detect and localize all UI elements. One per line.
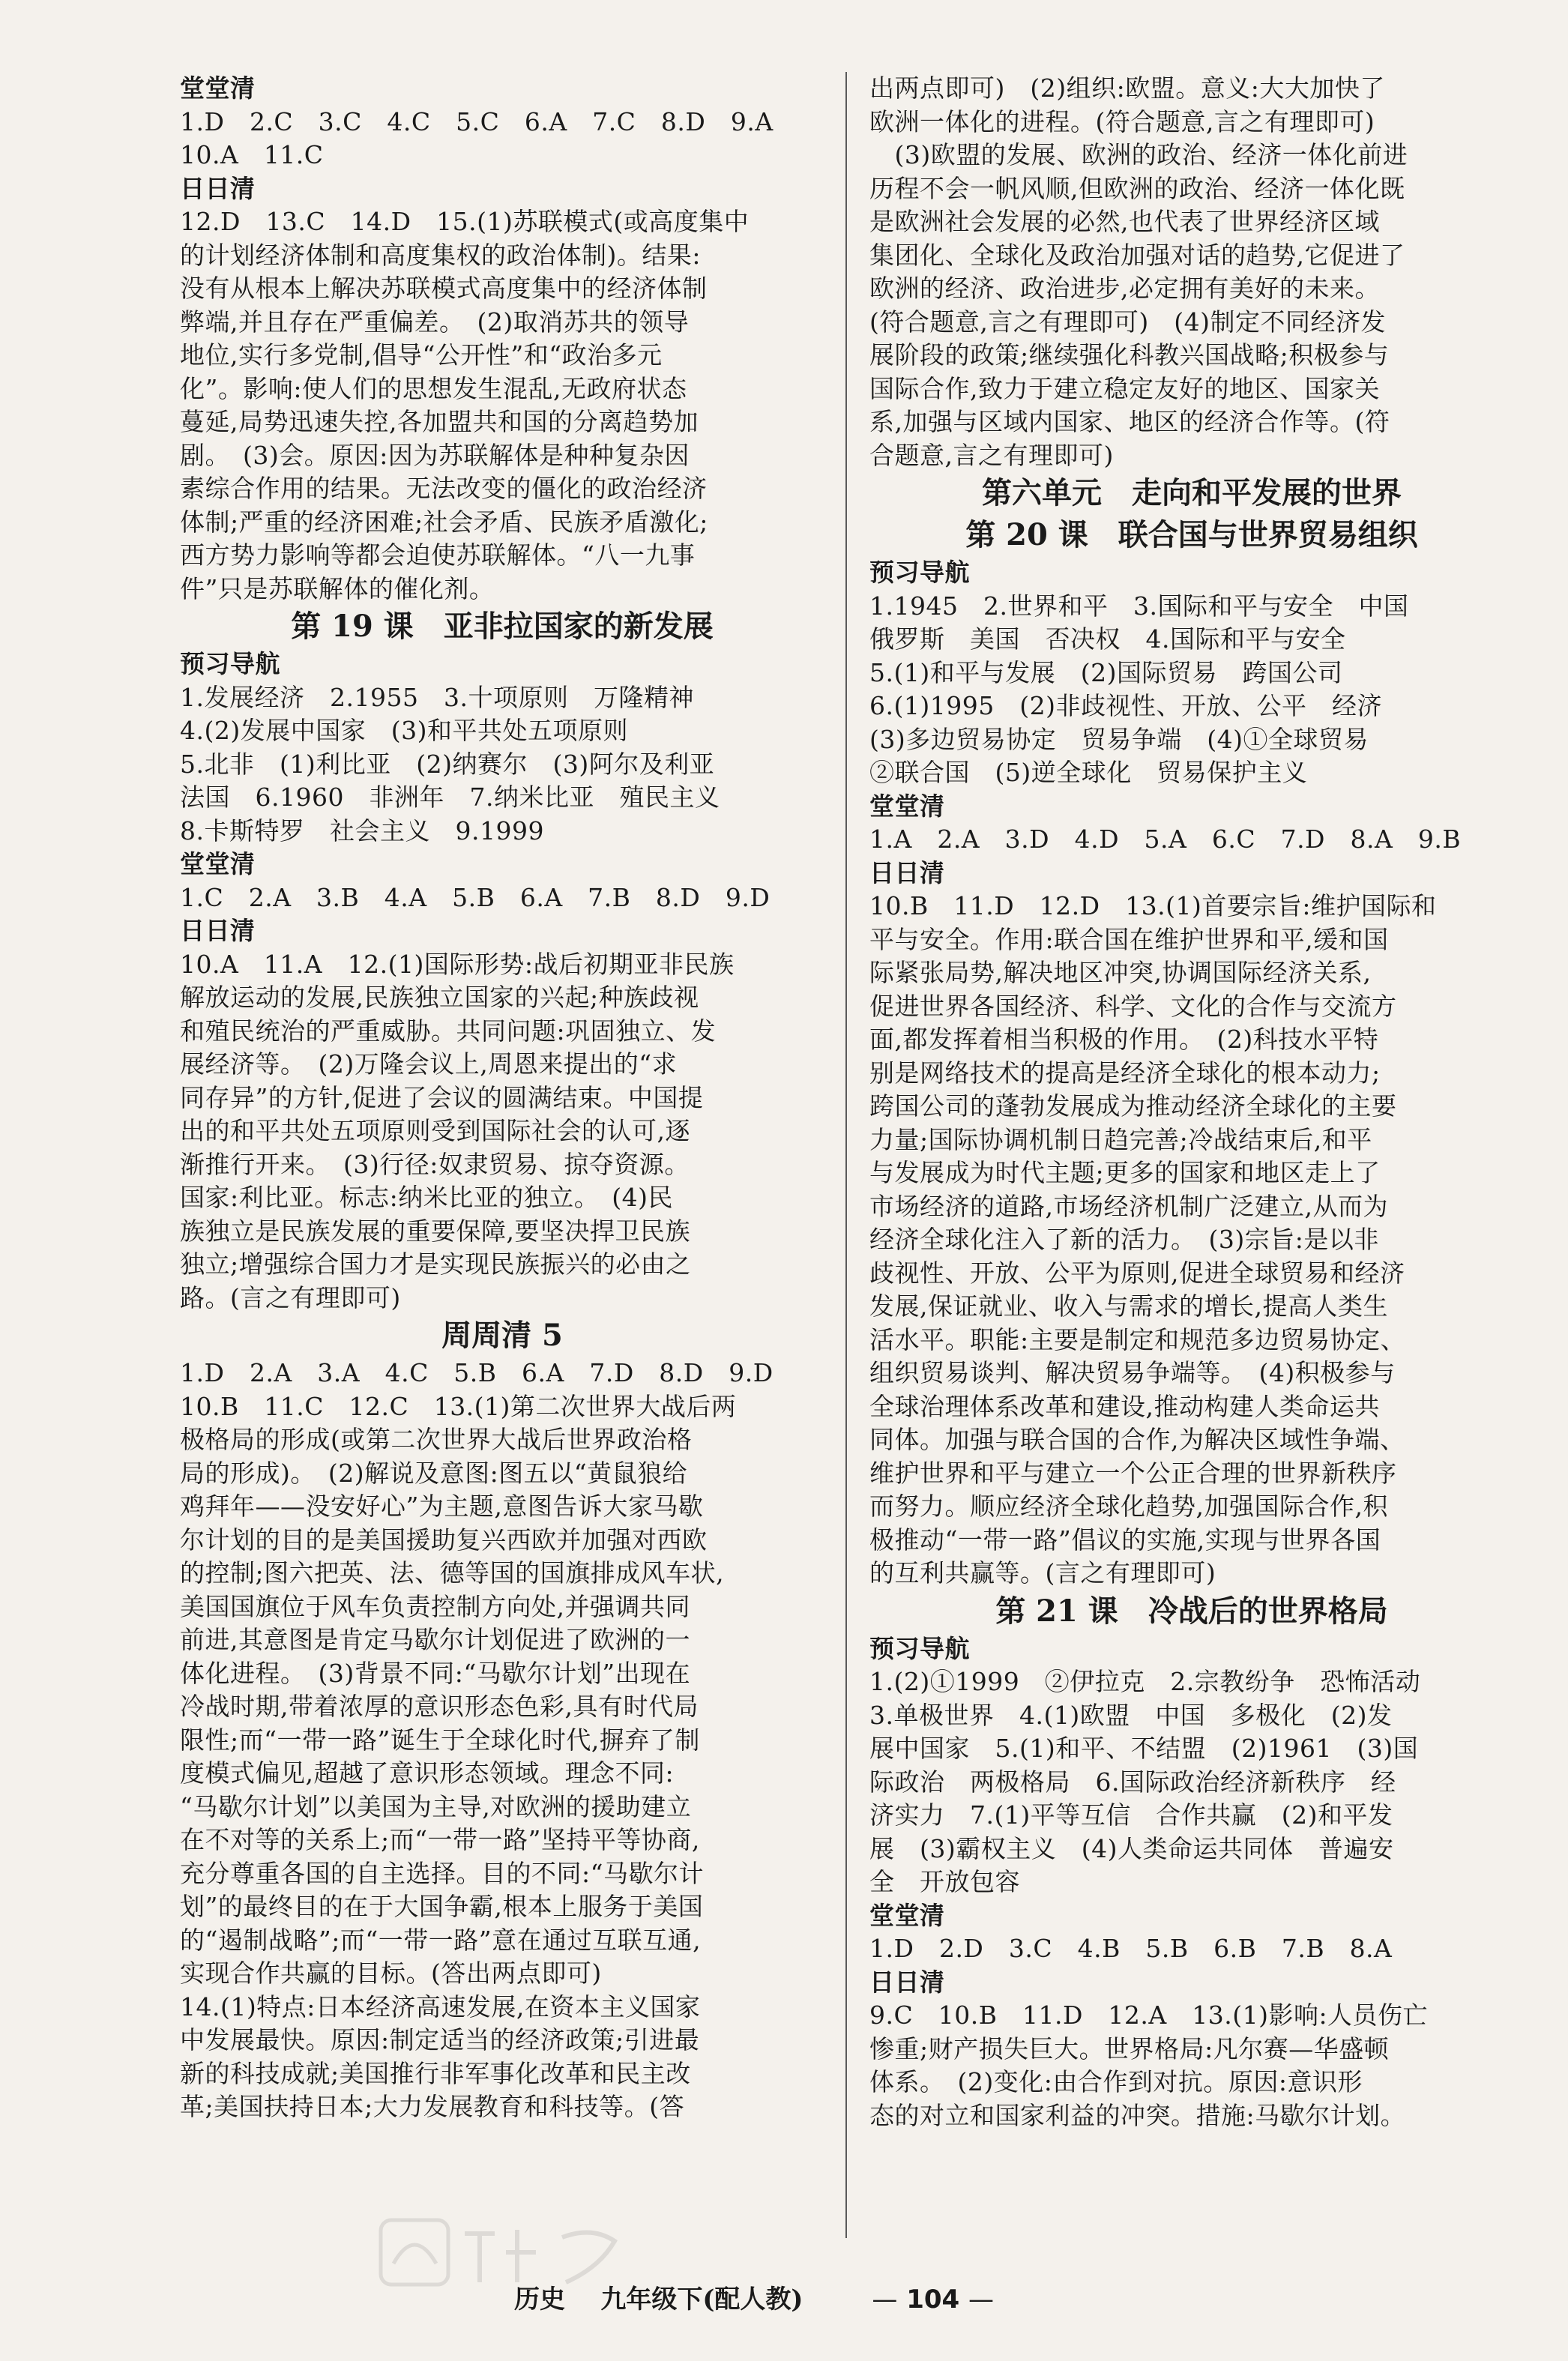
answer-line: 独立;增强综合国力才是实现民族振兴的必由之 — [180, 1249, 691, 1279]
answer-line: 展中国家 5.(1)和平、不结盟 (2)1961 (3)国 — [869, 1734, 1419, 1763]
subsection-label: 日日清 — [180, 916, 256, 945]
answer-line: 法国 6.1960 非洲年 7.纳米比亚 殖民主义 — [180, 783, 720, 812]
answer-line: 实现合作共赢的目标。(答出两点即可) — [180, 1959, 602, 1988]
answer-line: 体化进程。 (3)背景不同:“马歇尔计划”出现在 — [180, 1658, 691, 1688]
answer-line: 际紧张局势,解决地区冲突,协调国际经济关系, — [869, 958, 1372, 987]
page-footer — [0, 2279, 1568, 2315]
answer-line: 1.(2)①1999 ②伊拉克 2.宗教纷争 恐怖活动 — [869, 1667, 1421, 1696]
answer-line: 极推动“一带一路”倡议的实施,实现与世界各国 — [869, 1525, 1381, 1555]
answer-line: 1.发展经济 2.1955 3.十项原则 万隆精神 — [180, 682, 694, 712]
subsection-label: 日日清 — [869, 857, 945, 887]
answer-line: 济实力 7.(1)平等互信 合作共赢 (2)和平发 — [869, 1800, 1393, 1830]
right-column — [869, 72, 1514, 2132]
answer-line: 度模式偏见,超越了意识形态领域。理念不同: — [180, 1758, 675, 1788]
answer-line: 1.A 2.A 3.D 4.D 5.A 6.C 7.D 8.A 9.B — [869, 824, 1462, 854]
answer-line: 在不对等的关系上;而“一带一路”坚持平等协商, — [180, 1825, 700, 1854]
answer-line: 组织贸易谈判、解决贸易争端等。 (4)积极参与 — [869, 1358, 1396, 1387]
answer-line: 地位,实行多党制,倡导“公开性”和“政治多元 — [180, 340, 663, 370]
footer-dash-right: — — [968, 2285, 995, 2315]
subsection-label: 预习导航 — [869, 1633, 970, 1663]
answer-line: 革;美国扶持日本;大力发展教育和科技等。(答 — [180, 2092, 685, 2121]
answer-line: 全 开放包容 — [869, 1867, 1020, 1896]
answer-line: 尔计划的目的是美国援助复兴西欧并加强对西欧 — [180, 1525, 708, 1555]
answer-line: 与发展成为时代主题;更多的国家和地区走上了 — [869, 1158, 1381, 1187]
answer-line: 14.(1)特点:日本经济高速发展,在资本主义国家 — [180, 1991, 701, 2021]
answer-line: 8.卡斯特罗 社会主义 9.1999 — [180, 815, 544, 845]
answer-line: 10.B 11.C 12.C 13.(1)第二次世界大战后两 — [180, 1391, 737, 1421]
answer-line: 的互利共赢等。(言之有理即可) — [869, 1558, 1216, 1587]
column-divider — [845, 72, 847, 2238]
answer-line: 国际合作,致力于建立稳定友好的地区、国家关 — [869, 373, 1380, 403]
answer-line: 蔓延,局势迅速失控,各加盟共和国的分离趋势加 — [180, 407, 699, 436]
answer-line: 充分尊重各国的自主选择。目的不同:“马歇尔计 — [180, 1858, 704, 1888]
footer-subject: 历史 — [513, 2285, 565, 2315]
left-column — [180, 72, 824, 2124]
answer-line: 俄罗斯 美国 否决权 4.国际和平与安全 — [869, 624, 1346, 654]
subsection-label: 堂堂清 — [869, 1900, 945, 1930]
answer-line: 路。(言之有理即可) — [180, 1282, 401, 1312]
answer-line: 12.D 13.C 14.D 15.(1)苏联模式(或高度集中 — [180, 207, 750, 236]
answer-line: 和殖民统治的严重威胁。共同问题:巩固独立、发 — [180, 1016, 717, 1046]
answer-line: 平与安全。作用:联合国在维护世界和平,缓和国 — [869, 924, 1389, 954]
answer-line: 发展,保证就业、收入与需求的增长,提高人类生 — [869, 1291, 1388, 1321]
answer-line: “马歇尔计划”以美国为主导,对欧洲的援助建立 — [180, 1791, 692, 1821]
answer-line: 别是网络技术的提高是经济全球化的根本动力; — [869, 1058, 1381, 1088]
answer-line: (3)欧盟的发展、欧洲的政治、经济一体化前进 — [869, 140, 1408, 169]
answer-line: 活水平。职能:主要是制定和规范多边贸易协定、 — [869, 1324, 1406, 1354]
answer-line: ②联合国 (5)逆全球化 贸易保护主义 — [869, 758, 1308, 787]
answer-line: 1.1945 2.世界和平 3.国际和平与安全 中国 — [869, 591, 1409, 621]
answer-line: 促进世界各国经济、科学、文化的合作与交流方 — [869, 991, 1397, 1021]
answer-line: 划”的最终目的在于大国争霸,根本上服务于美国 — [180, 1892, 704, 1921]
answer-line: 冷战时期,带着浓厚的意识形态色彩,具有时代局 — [180, 1692, 699, 1721]
answer-line: 1.D 2.D 3.C 4.B 5.B 6.B 7.B 8.A — [869, 1934, 1393, 1963]
section-heading: 第 20 课 联合国与世界贸易组织 — [965, 517, 1418, 552]
answer-line: 解放运动的发展,民族独立国家的兴起;种族歧视 — [180, 983, 699, 1012]
answer-line: (3)多边贸易协定 贸易争端 (4)①全球贸易 — [869, 724, 1369, 754]
answer-line: 5.北非 (1)利比亚 (2)纳赛尔 (3)阿尔及利亚 — [180, 749, 715, 779]
answer-line: 跨国公司的蓬勃发展成为推动经济全球化的主要 — [869, 1091, 1397, 1121]
answer-line: 欧洲一体化的进程。(符合题意,言之有理即可) — [869, 106, 1375, 136]
answer-line: 1.C 2.A 3.B 4.A 5.B 6.A 7.B 8.D 9.D — [180, 882, 771, 912]
answer-line: (符合题意,言之有理即可) (4)制定不同经济发 — [869, 307, 1386, 337]
answer-line: 局的形成)。 (2)解说及意图:图五以“黄鼠狼给 — [180, 1458, 688, 1488]
section-heading: 第 21 课 冷战后的世界格局 — [995, 1593, 1388, 1629]
answer-line: 9.C 10.B 11.D 12.A 13.(1)影响:人员伤亡 — [869, 2000, 1429, 2030]
answer-line: 西方势力影响等都会迫使苏联解体。“八一九事 — [180, 540, 696, 570]
answer-line: 维护世界和平与建立一个公正合理的世界新秩序 — [869, 1458, 1397, 1488]
answer-line: 经济全球化注入了新的活力。 (3)宗旨:是以非 — [869, 1225, 1379, 1254]
answer-line: 1.D 2.A 3.A 4.C 5.B 6.A 7.D 8.D 9.D — [180, 1358, 774, 1387]
subsection-label: 预习导航 — [180, 649, 280, 678]
answer-line: 合题意,言之有理即可) — [869, 440, 1114, 470]
answer-line: 展 (3)霸权主义 (4)人类命运共同体 普遍安 — [869, 1833, 1394, 1863]
footer-grade: 九年级下(配人教) — [600, 2285, 803, 2315]
answer-line: 出的和平共处五项原则受到国际社会的认可,逐 — [180, 1116, 690, 1145]
answer-line: 展阶段的政策;继续强化科教兴国战略;积极参与 — [869, 340, 1390, 370]
subsection-label: 堂堂清 — [180, 73, 256, 103]
answer-line: 剧。 (3)会。原因:因为苏联解体是种种复杂因 — [180, 440, 690, 470]
subsection-label: 堂堂清 — [869, 791, 945, 821]
answer-line: 6.(1)1995 (2)非歧视性、开放、公平 经济 — [869, 691, 1382, 720]
answer-line: 而努力。顺应经济全球化趋势,加强国际合作,积 — [869, 1492, 1388, 1521]
answer-line: 全球治理体系改革和建设,推动构建人类命运共 — [869, 1391, 1380, 1421]
subsection-label: 日日清 — [180, 173, 256, 203]
answer-line: 新的科技成就;美国推行非军事化改革和民主改 — [180, 2058, 691, 2088]
footer-dash-left: — — [872, 2285, 898, 2315]
subsection-label: 预习导航 — [869, 558, 970, 587]
section-heading: 第六单元 走向和平发展的世界 — [982, 475, 1402, 510]
answer-line: 的计划经济体制和高度集权的政治体制)。结果: — [180, 240, 701, 270]
answer-line: 出两点即可) (2)组织:欧盟。意义:大大加快了 — [869, 73, 1385, 103]
section-heading: 周周清 5 — [441, 1318, 563, 1353]
answer-line: 弊端,并且存在严重偏差。 (2)取消苏共的领导 — [180, 307, 690, 337]
answer-line: 中发展最快。原因:制定适当的经济政策;引进最 — [180, 2025, 700, 2054]
answer-line: 际政治 两极格局 6.国际政治经济新秩序 经 — [869, 1767, 1396, 1797]
answer-line: 10.A 11.A 12.(1)国际形势:战后初期亚非民族 — [180, 949, 735, 979]
answer-line: 历程不会一帆风顺,但欧洲的政治、经济一体化既 — [869, 173, 1405, 203]
subsection-label: 日日清 — [869, 1967, 945, 1997]
page-number: 104 — [906, 2285, 960, 2315]
answer-line: 10.A 11.C — [180, 140, 324, 169]
answer-line: 没有从根本上解决苏联模式高度集中的经济体制 — [180, 274, 708, 303]
answer-line: 态的对立和国家利益的冲突。措施:马歇尔计划。 — [869, 2100, 1406, 2130]
answer-line: 市场经济的道路,市场经济机制广泛建立,从而为 — [869, 1191, 1388, 1221]
answer-line: 惨重;财产损失巨大。世界格局:凡尔赛—华盛顿 — [869, 2033, 1390, 2063]
answer-line: 化”。影响:使人们的思想发生混乱,无政府状态 — [180, 373, 687, 403]
answer-line: 歧视性、开放、公平为原则,促进全球贸易和经济 — [869, 1258, 1405, 1288]
answer-line: 国家:利比亚。标志:纳米比亚的独立。 (4)民 — [180, 1183, 673, 1212]
answer-line: 前进,其意图是肯定马歇尔计划促进了欧洲的一 — [180, 1625, 690, 1654]
answer-line: 3.单极世界 4.(1)欧盟 中国 多极化 (2)发 — [869, 1700, 1393, 1730]
answer-line: 的“遏制战略”;而“一带一路”意在通过互联互通, — [180, 1925, 702, 1955]
answer-line: 族独立是民族发展的重要保障,要坚决捍卫民族 — [180, 1216, 690, 1246]
answer-line: 10.B 11.D 12.D 13.(1)首要宗旨:维护国际和 — [869, 891, 1437, 920]
subsection-label: 堂堂清 — [180, 849, 256, 878]
answer-line: 体制;严重的经济困难;社会矛盾、民族矛盾激化; — [180, 507, 708, 537]
section-heading: 第 19 课 亚非拉国家的新发展 — [291, 609, 714, 644]
answer-line: 力量;国际协调机制日趋完善;冷战结束后,和平 — [869, 1124, 1372, 1154]
answer-line: 体系。 (2)变化:由合作到对抗。原因:意识形 — [869, 2067, 1363, 2096]
answer-line: 鸡拜年——没安好心”为主题,意图告诉大家马歇 — [180, 1492, 704, 1521]
answer-line: 的控制;图六把英、法、德等国的国旗排成风车状, — [180, 1558, 725, 1587]
answer-line: 限性;而“一带一路”诞生于全球化时代,摒弃了制 — [180, 1725, 700, 1755]
answer-line: 5.(1)和平与发展 (2)国际贸易 跨国公司 — [869, 657, 1343, 687]
answer-line: 渐推行开来。 (3)行径:奴隶贸易、掠夺资源。 — [180, 1149, 690, 1179]
answer-line: 4.(2)发展中国家 (3)和平共处五项原则 — [180, 716, 628, 745]
answer-line: 素综合作用的结果。无法改变的僵化的政治经济 — [180, 474, 708, 503]
answer-line: 极格局的形成(或第二次世界大战后世界政治格 — [180, 1425, 693, 1454]
answer-line: 面,都发挥着相当积极的作用。 (2)科技水平特 — [869, 1025, 1379, 1054]
answer-line: 件”只是苏联解体的催化剂。 — [180, 573, 495, 603]
answer-line: 同存异”的方针,促进了会议的圆满结束。中国提 — [180, 1082, 704, 1112]
answer-line: 是欧洲社会发展的必然,也代表了世界经济区域 — [869, 207, 1380, 236]
answer-line: 集团化、全球化及政治加强对话的趋势,它促进了 — [869, 240, 1405, 270]
answer-line: 展经济等。 (2)万隆会议上,周恩来提出的“求 — [180, 1049, 678, 1079]
answer-line: 美国国旗位于风车负责控制方向处,并强调共同 — [180, 1591, 690, 1621]
answer-line: 系,加强与区域内国家、地区的经济合作等。(符 — [869, 407, 1390, 436]
answer-line: 欧洲的经济、政治进步,必定拥有美好的未来。 — [869, 274, 1380, 303]
answer-line: 1.D 2.C 3.C 4.C 5.C 6.A 7.C 8.D 9.A — [180, 106, 774, 136]
answer-line: 同体。加强与联合国的合作,为解决区域性争端、 — [869, 1425, 1405, 1454]
